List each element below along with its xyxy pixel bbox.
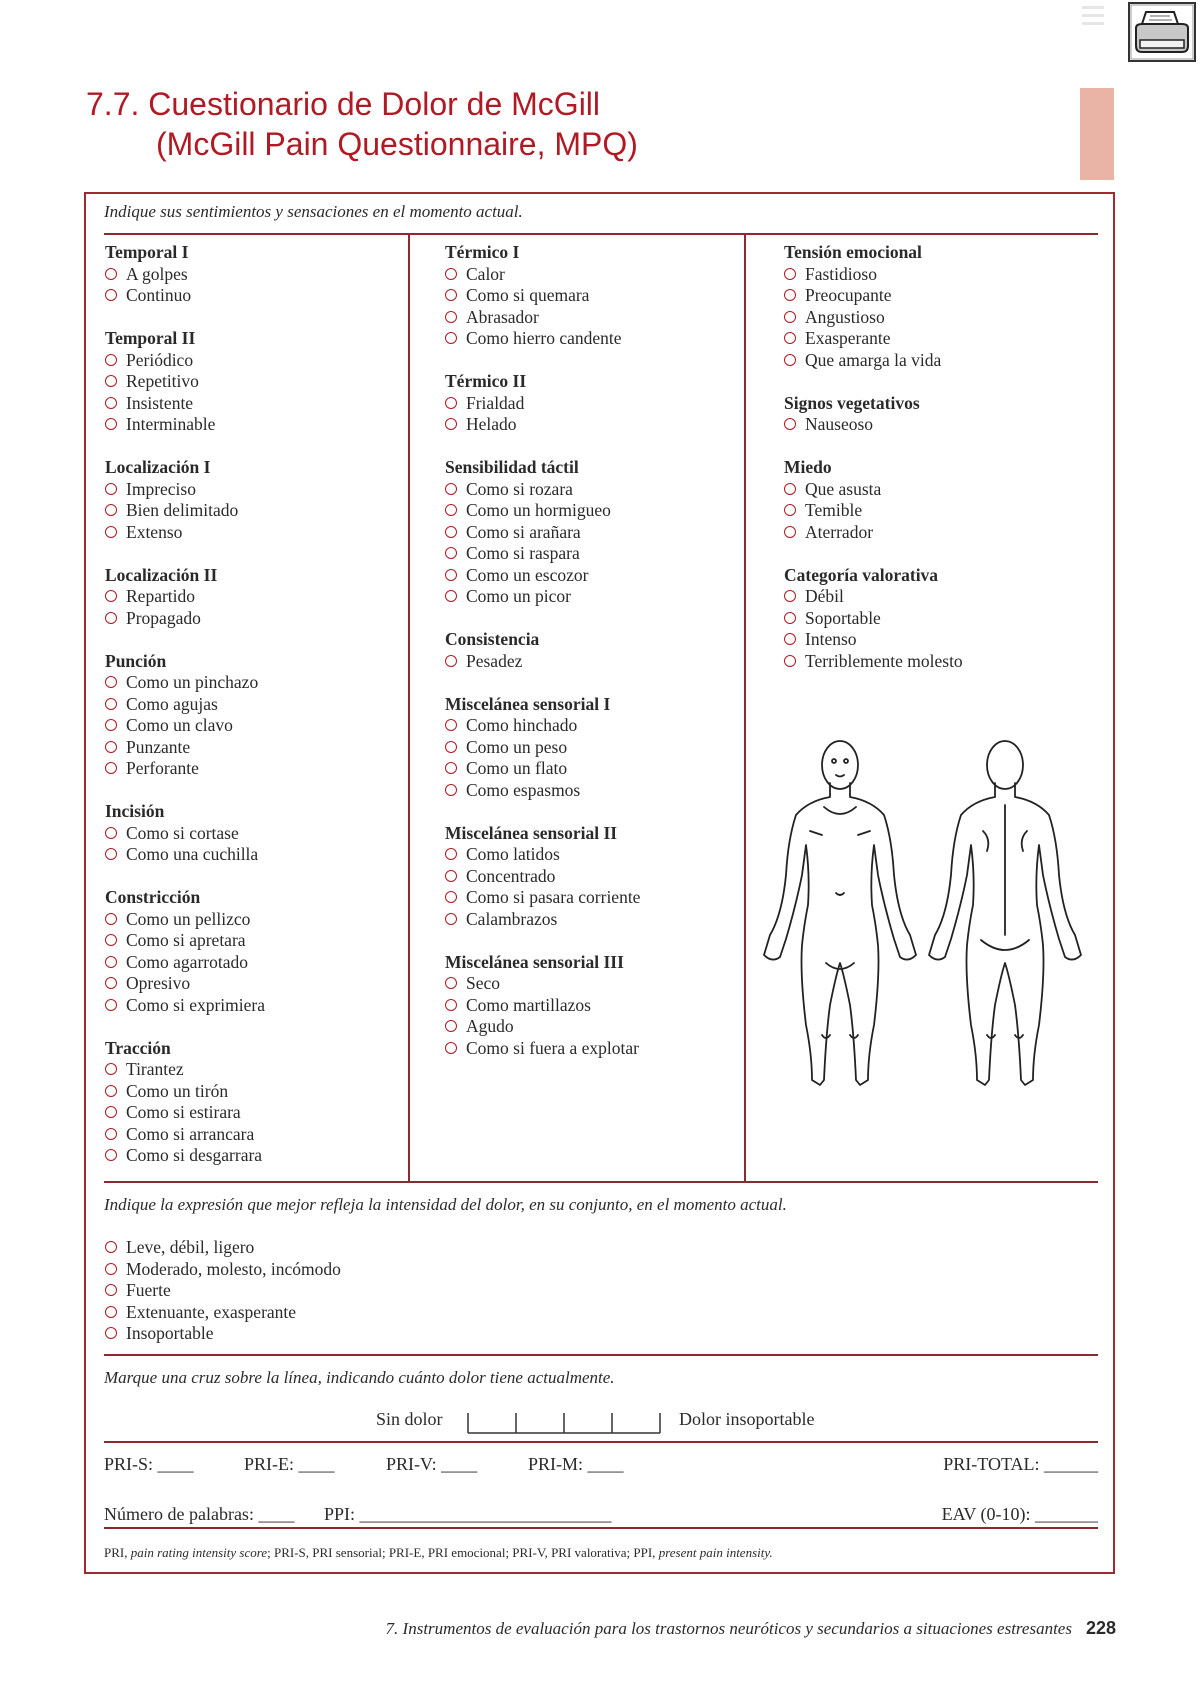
descriptor-option[interactable] (105, 930, 265, 952)
descriptor-group (784, 457, 963, 543)
group-title: Temporal I (105, 242, 189, 262)
radio-circle-icon[interactable] (105, 741, 117, 753)
group-title: Localización II (105, 564, 218, 585)
option-label: Interminable (126, 414, 216, 434)
radio-circle-icon[interactable] (445, 999, 457, 1011)
divider (104, 1527, 1098, 1529)
descriptor-option[interactable] (105, 285, 265, 307)
descriptor-option[interactable] (105, 371, 265, 393)
descriptor-option[interactable] (445, 264, 640, 286)
group-title: Tracción (105, 1037, 171, 1058)
descriptor-option[interactable] (105, 823, 265, 845)
option-label: Angustioso (805, 306, 885, 327)
descriptor-option[interactable] (105, 758, 265, 780)
radio-circle-icon[interactable] (105, 977, 117, 989)
option-label: Como martillazos (466, 994, 591, 1015)
pri-e-field[interactable]: PRI-E: ____ (244, 1454, 335, 1474)
radio-circle-icon[interactable] (445, 569, 457, 581)
radio-circle-icon[interactable] (784, 311, 796, 323)
pain-scale-line[interactable] (466, 1411, 662, 1435)
radio-circle-icon[interactable] (784, 504, 796, 516)
descriptor-option[interactable] (445, 1016, 640, 1038)
title-line-2: (McGill Pain Questionnaire, MPQ) (156, 126, 638, 162)
descriptor-group (445, 629, 640, 672)
intensity-option[interactable] (105, 1323, 341, 1345)
option-label: Insoportable (126, 1323, 214, 1343)
option-label: Como hinchado (466, 715, 578, 735)
descriptor-group (445, 242, 640, 350)
descriptor-option[interactable] (445, 780, 640, 802)
descriptor-option[interactable] (784, 264, 963, 286)
option-label: Moderado, molesto, incómodo (126, 1258, 341, 1279)
descriptor-option[interactable] (445, 737, 640, 759)
group-title: Incisión (105, 801, 165, 821)
option-label: Como si cortase (126, 822, 239, 843)
option-label: Como un flato (466, 758, 568, 778)
radio-circle-icon[interactable] (445, 655, 457, 667)
radio-circle-icon[interactable] (445, 913, 457, 925)
radio-circle-icon[interactable] (445, 289, 457, 301)
radio-circle-icon[interactable] (105, 1085, 117, 1097)
footnote-part: PRI, (104, 1545, 131, 1560)
radio-circle-icon[interactable] (445, 504, 457, 516)
printer-icon[interactable] (1128, 2, 1196, 62)
descriptor-option[interactable] (784, 414, 963, 436)
radio-circle-icon[interactable] (445, 590, 457, 602)
radio-circle-icon[interactable] (445, 526, 457, 538)
radio-circle-icon[interactable] (105, 483, 117, 495)
radio-circle-icon[interactable] (105, 762, 117, 774)
option-label: Como si arañara (466, 521, 581, 542)
radio-circle-icon[interactable] (105, 1241, 117, 1253)
descriptor-option[interactable] (784, 651, 963, 673)
ppi-field[interactable]: PPI: ____________________________ (324, 1504, 612, 1524)
option-label: Débil (805, 586, 844, 606)
descriptor-option[interactable] (105, 414, 265, 436)
radio-circle-icon[interactable] (784, 332, 796, 344)
option-label: Calambrazos (466, 908, 558, 929)
radio-circle-icon[interactable] (445, 418, 457, 430)
radio-circle-icon[interactable] (105, 934, 117, 946)
option-label: Como si arrancara (126, 1123, 255, 1144)
option-label: Como si raspara (466, 543, 580, 563)
front-body-figure (764, 741, 916, 1085)
radio-circle-icon[interactable] (445, 1020, 457, 1032)
pri-m-field[interactable]: PRI-M: ____ (528, 1454, 624, 1474)
radio-circle-icon[interactable] (784, 655, 796, 667)
radio-circle-icon[interactable] (105, 1327, 117, 1339)
radio-circle-icon[interactable] (445, 268, 457, 280)
option-label: Periódico (126, 349, 194, 370)
radio-circle-icon[interactable] (105, 1128, 117, 1140)
radio-circle-icon[interactable] (105, 526, 117, 538)
descriptor-option[interactable] (445, 866, 640, 888)
section-tab-marker (1080, 88, 1114, 180)
option-label: Repetitivo (126, 371, 199, 391)
radio-circle-icon[interactable] (784, 526, 796, 538)
option-label: Como si pasara corriente (466, 887, 641, 907)
group-title: Categoría valorativa (784, 564, 939, 585)
descriptor-group (784, 393, 963, 436)
descriptor-option[interactable] (445, 758, 640, 780)
descriptor-option[interactable] (105, 737, 265, 759)
descriptor-column-1 (105, 242, 265, 1188)
descriptor-group (105, 1038, 265, 1167)
descriptor-group (105, 242, 265, 307)
radio-circle-icon[interactable] (445, 311, 457, 323)
page-number: 228 (1085, 1618, 1116, 1638)
descriptor-option[interactable] (105, 952, 265, 974)
descriptor-option[interactable] (784, 629, 963, 651)
radio-circle-icon[interactable] (445, 741, 457, 753)
group-title: Tensión emocional (784, 242, 922, 262)
radio-circle-icon[interactable] (784, 590, 796, 602)
descriptor-group (784, 565, 963, 673)
option-label: Como un escozor (466, 564, 589, 585)
radio-circle-icon[interactable] (784, 354, 796, 366)
intensity-option[interactable] (105, 1280, 341, 1302)
group-title: Punción (105, 650, 167, 671)
option-label: Como si apretara (126, 930, 246, 950)
radio-circle-icon[interactable] (445, 719, 457, 731)
descriptor-column-3 (784, 242, 963, 694)
intensity-instruction: Indique la expresión que mejor refleja la intensidad del dolor, en su conjunto, en el momento actual. (104, 1195, 787, 1214)
descriptor-option[interactable] (105, 694, 265, 716)
descriptor-group (784, 242, 963, 371)
radio-circle-icon[interactable] (445, 483, 457, 495)
footnote-part: pain rating intensity score (130, 1545, 268, 1560)
radio-circle-icon[interactable] (445, 397, 457, 409)
radio-circle-icon[interactable] (445, 332, 457, 344)
radio-circle-icon[interactable] (105, 956, 117, 968)
descriptor-option[interactable] (445, 522, 640, 544)
group-title: Temporal II (105, 328, 196, 348)
radio-circle-icon[interactable] (105, 504, 117, 516)
descriptor-option[interactable] (445, 844, 640, 866)
descriptor-option[interactable] (105, 586, 265, 608)
column-divider (408, 235, 410, 1182)
descriptor-option[interactable] (445, 1038, 640, 1060)
option-label: Propagado (126, 607, 201, 628)
option-label: Como espasmos (466, 779, 581, 800)
option-label: Como un pinchazo (126, 672, 259, 692)
option-label: Como si quemara (466, 285, 590, 305)
option-label: Continuo (126, 285, 192, 305)
option-label: Temible (805, 500, 863, 520)
descriptor-option[interactable] (445, 285, 640, 307)
option-label: Que asusta (805, 478, 882, 499)
descriptor-option[interactable] (105, 995, 265, 1017)
radio-circle-icon[interactable] (784, 289, 796, 301)
option-label: Como un tirón (126, 1080, 229, 1101)
radio-circle-icon[interactable] (784, 268, 796, 280)
group-title: Sensibilidad táctil (445, 457, 579, 477)
pri-total-field[interactable]: PRI-TOTAL: ______ (943, 1454, 1098, 1474)
option-label: Extenuante, exasperante (126, 1301, 297, 1322)
footnote (104, 1545, 773, 1561)
option-label: Concentrado (466, 865, 556, 886)
descriptor-column-2 (445, 242, 640, 1081)
option-label: Impreciso (126, 478, 196, 499)
option-label: Calor (466, 263, 505, 284)
option-label: Preocupante (805, 285, 892, 305)
descriptor-option[interactable] (784, 479, 963, 501)
descriptor-option[interactable] (445, 393, 640, 415)
descriptor-option[interactable] (105, 264, 265, 286)
divider (104, 1181, 1098, 1183)
descriptor-group (105, 457, 265, 543)
descriptor-group (105, 801, 265, 866)
descriptor-option[interactable] (105, 393, 265, 415)
radio-circle-icon[interactable] (105, 676, 117, 688)
descriptor-group (445, 952, 640, 1060)
descriptor-option[interactable] (445, 414, 640, 436)
cross-instruction: Marque una cruz sobre la línea, indicando cuánto dolor tiene actualmente. (104, 1368, 615, 1387)
number-of-words-field[interactable]: Número de palabras: ____ (104, 1504, 295, 1524)
radio-circle-icon[interactable] (105, 397, 117, 409)
option-label: Como un clavo (126, 715, 233, 735)
radio-circle-icon[interactable] (105, 354, 117, 366)
radio-circle-icon[interactable] (784, 612, 796, 624)
decorative-line (1082, 22, 1104, 25)
descriptor-option[interactable] (445, 715, 640, 737)
group-title: Térmico I (445, 242, 520, 262)
option-label: Como latidos (466, 844, 560, 864)
descriptor-option[interactable] (105, 500, 265, 522)
descriptor-group (105, 565, 265, 630)
descriptor-option[interactable] (105, 522, 265, 544)
option-label: Como agarrotado (126, 951, 248, 972)
radio-circle-icon[interactable] (445, 977, 457, 989)
option-label: Como un pellizco (126, 908, 251, 929)
option-label: Opresivo (126, 973, 191, 993)
descriptor-option[interactable] (445, 479, 640, 501)
option-label: A golpes (126, 263, 188, 284)
option-label: Exasperante (805, 328, 891, 348)
group-title: Localización I (105, 457, 211, 477)
radio-circle-icon[interactable] (445, 891, 457, 903)
radio-circle-icon[interactable] (105, 999, 117, 1011)
descriptor-group (105, 328, 265, 436)
option-label: Bien delimitado (126, 500, 239, 520)
descriptor-option[interactable] (105, 672, 265, 694)
descriptor-option[interactable] (105, 350, 265, 372)
group-title: Miedo (784, 457, 832, 477)
eav-field[interactable]: EAV (0-10): _______ (941, 1504, 1098, 1524)
descriptor-option[interactable] (784, 500, 963, 522)
descriptor-group (445, 823, 640, 931)
body-diagram[interactable] (760, 735, 1100, 1095)
descriptor-option[interactable] (445, 328, 640, 350)
descriptor-option[interactable] (105, 1081, 265, 1103)
option-label: Repartido (126, 586, 196, 606)
option-label: Como hierro candente (466, 328, 622, 348)
option-label: Aterrador (805, 521, 874, 542)
option-label: Como si desgarrara (126, 1145, 263, 1165)
descriptor-group (105, 651, 265, 780)
option-label: Como un hormigueo (466, 500, 611, 520)
group-title: Constricción (105, 887, 201, 907)
radio-circle-icon[interactable] (105, 827, 117, 839)
descriptor-group (105, 887, 265, 1016)
option-label: Terriblemente molesto (805, 650, 963, 671)
radio-circle-icon[interactable] (105, 1306, 117, 1318)
pri-v-field[interactable]: PRI-V: ____ (386, 1454, 478, 1474)
radio-circle-icon[interactable] (105, 590, 117, 602)
option-label: Como agujas (126, 693, 218, 714)
descriptor-option[interactable] (105, 1102, 265, 1124)
option-label: Intenso (805, 629, 857, 649)
group-title: Miscelánea sensorial I (445, 693, 611, 714)
descriptor-option[interactable] (105, 608, 265, 630)
descriptor-option[interactable] (445, 543, 640, 565)
descriptor-option[interactable] (105, 844, 265, 866)
radio-circle-icon[interactable] (105, 1149, 117, 1161)
option-label: Como un peso (466, 736, 568, 757)
descriptor-option[interactable] (784, 586, 963, 608)
group-title: Térmico II (445, 371, 527, 391)
radio-circle-icon[interactable] (105, 289, 117, 301)
footnote-part: ; PRI-S, PRI sensorial; PRI-E, PRI emocional; PRI-V, PRI valorativa; PPI, (267, 1545, 659, 1560)
option-label: Insistente (126, 392, 194, 413)
descriptor-group (445, 694, 640, 802)
radio-circle-icon[interactable] (445, 762, 457, 774)
descriptor-option[interactable] (784, 522, 963, 544)
descriptor-group (445, 457, 640, 608)
option-label: Fuerte (126, 1280, 171, 1300)
option-label: Como si rozara (466, 478, 573, 499)
group-title: Miscelánea sensorial III (445, 951, 624, 972)
option-label: Punzante (126, 736, 191, 757)
radio-circle-icon[interactable] (105, 418, 117, 430)
descriptor-option[interactable] (784, 285, 963, 307)
option-label: Helado (466, 414, 517, 434)
option-label: Frialdad (466, 392, 525, 413)
back-body-figure (929, 741, 1081, 1085)
option-label: Como si exprimiera (126, 994, 266, 1015)
option-label: Perforante (126, 758, 199, 778)
radio-circle-icon[interactable] (784, 418, 796, 430)
radio-circle-icon[interactable] (105, 1063, 117, 1075)
descriptor-option[interactable] (445, 995, 640, 1017)
descriptor-option[interactable] (784, 608, 963, 630)
option-label: Que amarga la vida (805, 349, 942, 370)
intensity-option[interactable] (105, 1237, 341, 1259)
footer-text: 7. Instrumentos de evaluación para los trastornos neuróticos y secundarios a situaciones estresantes (385, 1619, 1072, 1638)
descriptor-option[interactable] (445, 909, 640, 931)
footnote-part: present pain intensity. (658, 1545, 773, 1560)
descriptor-option[interactable] (105, 479, 265, 501)
group-title: Miscelánea sensorial II (445, 822, 618, 843)
option-label: Agudo (466, 1016, 514, 1036)
intensity-option[interactable] (105, 1259, 341, 1281)
title-line-1: 7.7. Cuestionario de Dolor de McGill (86, 86, 601, 122)
radio-circle-icon[interactable] (105, 1263, 117, 1275)
option-label: Como si fuera a explotar (466, 1037, 640, 1058)
radio-circle-icon[interactable] (784, 483, 796, 495)
descriptor-option[interactable] (445, 565, 640, 587)
decorative-line (1082, 14, 1104, 17)
descriptor-option[interactable] (105, 973, 265, 995)
descriptor-option[interactable] (445, 586, 640, 608)
descriptor-option[interactable] (784, 328, 963, 350)
descriptor-option[interactable] (105, 1145, 265, 1167)
option-label: Como si estirara (126, 1102, 241, 1122)
feelings-instruction: Indique sus sentimientos y sensaciones en el momento actual. (104, 202, 523, 221)
descriptor-option[interactable] (445, 307, 640, 329)
divider (104, 1441, 1098, 1443)
scale-label-right: Dolor insoportable (679, 1409, 815, 1429)
intensity-options (105, 1237, 341, 1345)
radio-circle-icon[interactable] (445, 870, 457, 882)
option-label: Soportable (805, 607, 881, 628)
descriptor-option[interactable] (784, 350, 963, 372)
radio-circle-icon[interactable] (105, 913, 117, 925)
group-title: Signos vegetativos (784, 392, 920, 413)
column-divider (744, 235, 746, 1182)
descriptor-option[interactable] (445, 651, 640, 673)
option-label: Como un picor (466, 586, 571, 606)
group-title: Consistencia (445, 629, 540, 649)
page-footer (386, 1618, 1116, 1639)
descriptor-option[interactable] (784, 307, 963, 329)
pri-s-field[interactable]: PRI-S: ____ (104, 1454, 194, 1474)
radio-circle-icon[interactable] (105, 1106, 117, 1118)
option-label: Pesadez (466, 650, 523, 671)
radio-circle-icon[interactable] (445, 547, 457, 559)
radio-circle-icon[interactable] (105, 698, 117, 710)
radio-circle-icon[interactable] (105, 1284, 117, 1296)
option-label: Tirantez (126, 1059, 184, 1079)
page-title (86, 84, 638, 164)
descriptor-option[interactable] (105, 715, 265, 737)
option-label: Extenso (126, 521, 183, 542)
descriptor-option[interactable] (445, 973, 640, 995)
descriptor-option[interactable] (105, 1124, 265, 1146)
radio-circle-icon[interactable] (105, 719, 117, 731)
descriptor-option[interactable] (105, 1059, 265, 1081)
descriptor-group (445, 371, 640, 436)
option-label: Leve, débil, ligero (126, 1237, 255, 1257)
intensity-option[interactable] (105, 1302, 341, 1324)
option-label: Fastidioso (805, 263, 877, 284)
radio-circle-icon[interactable] (445, 1042, 457, 1054)
decorative-line (1082, 6, 1104, 9)
descriptor-option[interactable] (445, 887, 640, 909)
radio-circle-icon[interactable] (105, 848, 117, 860)
descriptor-option[interactable] (445, 500, 640, 522)
option-label: Seco (466, 973, 501, 993)
divider (104, 233, 1098, 235)
radio-circle-icon[interactable] (784, 633, 796, 645)
divider (104, 1354, 1098, 1356)
radio-circle-icon[interactable] (105, 268, 117, 280)
radio-circle-icon[interactable] (105, 375, 117, 387)
option-label: Nauseoso (805, 414, 874, 434)
radio-circle-icon[interactable] (445, 848, 457, 860)
radio-circle-icon[interactable] (105, 612, 117, 624)
scale-label-left: Sin dolor (376, 1409, 443, 1429)
option-label: Como una cuchilla (126, 844, 259, 864)
radio-circle-icon[interactable] (445, 784, 457, 796)
option-label: Abrasador (466, 306, 539, 327)
descriptor-option[interactable] (105, 909, 265, 931)
